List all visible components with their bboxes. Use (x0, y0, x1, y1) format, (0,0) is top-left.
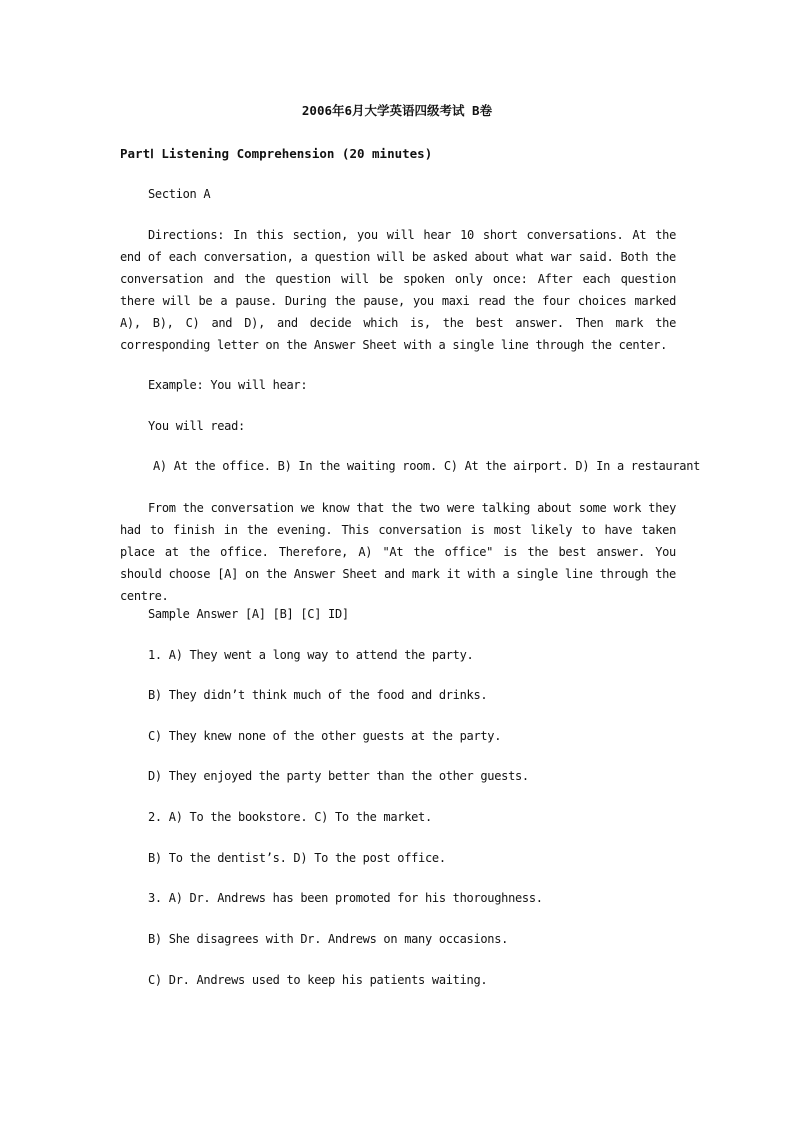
question-line: C) They knew none of the other guests at the party. (148, 729, 502, 743)
question-line: D) They enjoyed the party better than the other guests. (148, 769, 529, 783)
example-hear-line: Example: You will hear: (148, 378, 308, 392)
question-line: B) She disagrees with Dr. Andrews on many occasions. (148, 932, 509, 946)
part-heading: PartⅠ Listening Comprehension (20 minutes) (120, 146, 433, 161)
explanation-paragraph (120, 497, 676, 607)
question-line: C) Dr. Andrews used to keep his patients waiting. (148, 973, 488, 987)
example-choices-line: A) At the office. B) In the waiting room. C) At the airport. D) In a restaurant (153, 459, 701, 473)
question-line: 2. A) To the bookstore. C) To the market. (148, 810, 432, 824)
example-read-line: You will read: (148, 419, 245, 433)
directions-text: Directions: In this section, you will hear 10 short conversations. At the end of each conversation, a question will be asked about what war said. Both the conversation and the question will be spoken only once: After each question there will be a pause. During the pause, you maxi read the four choices marked A), B), C) and D), and decide which is, the best answer. Then mark the corresponding letter on the Answer Sheet with a single line through the center. (120, 228, 676, 352)
explanation-text: From the conversation we know that the two were talking about some work they had to finish in the evening. This conversation is most likely to have taken place at the office. Therefore, A) "At the office" is the best answer. You should choose [A] on the Answer Sheet and mark it with a single line through the centre. (120, 501, 676, 603)
question-line: 1. A) They went a long way to attend the party. (148, 648, 474, 662)
question-line: B) To the dentist’s. D) To the post office. (148, 851, 446, 865)
sample-answer-line: Sample Answer [A] [B] [C] ID] (148, 607, 349, 621)
document-title: 2006年6月大学英语四级考试 B卷 (301, 103, 493, 118)
question-line: B) They didn’t think much of the food and drinks. (148, 688, 488, 702)
directions-paragraph (120, 224, 676, 356)
question-line: 3. A) Dr. Andrews has been promoted for his thoroughness. (148, 891, 543, 905)
section-label: Section A (148, 187, 211, 201)
